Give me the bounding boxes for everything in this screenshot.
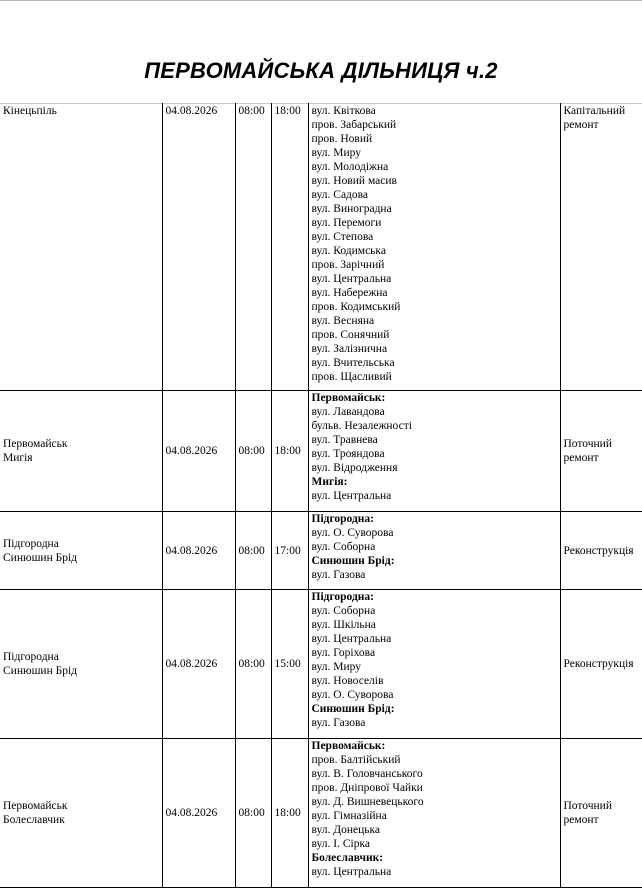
date-cell: 04.08.2026 (162, 104, 235, 391)
locality-heading: Синюшин Брід: (312, 554, 560, 568)
street-name: пров. Новий (312, 132, 560, 146)
locality-heading: Мигія: (312, 475, 560, 489)
street-name: вул. Новий масив (312, 174, 560, 188)
table-row (0, 512, 642, 590)
street-name: вул. Центральна (312, 632, 560, 646)
street-name: вул. Соборна (312, 604, 560, 618)
start-time-cell: 08:00 (235, 590, 271, 739)
street-name: вул. Лавандова (312, 405, 560, 419)
locality-name: Кінецьпіль (3, 104, 162, 118)
start-time-cell: 08:00 (235, 739, 271, 888)
top-rule (0, 0, 642, 1)
street-name: пров. Дніпрової Чайки (312, 781, 560, 795)
locality-heading: Підгородна: (312, 590, 560, 604)
street-name: вул. Виноградна (312, 202, 560, 216)
street-name: вул. Донецька (312, 823, 560, 837)
street-name: вул. В. Головчанського (312, 767, 560, 781)
work-type-label: Реконструкція (564, 544, 642, 558)
locality-heading: Синюшин Брід: (312, 702, 560, 716)
street-name: вул. Набережна (312, 286, 560, 300)
street-name: пров. Щасливий (312, 370, 560, 384)
streets-cell (308, 739, 560, 888)
street-name: вул. Гімназійна (312, 809, 560, 823)
street-name: вул. Соборна (312, 540, 560, 554)
street-name: вул. Квіткова (312, 104, 560, 118)
street-name: бульв. Незалежності (312, 419, 560, 433)
streets-cell (308, 104, 560, 391)
locality-name: Синюшин Брід (3, 664, 162, 678)
street-name: вул. Вчительська (312, 356, 560, 370)
locality-name: Підгородна (3, 537, 162, 551)
streets-cell (308, 391, 560, 512)
table-row (0, 739, 642, 888)
date-cell: 04.08.2026 (162, 590, 235, 739)
locality-name: Болеславчик (3, 813, 162, 827)
streets-cell (308, 590, 560, 739)
street-name: вул. Газова (312, 716, 560, 730)
street-name: пров. Балтійський (312, 753, 560, 767)
locality-name: Мигія (3, 451, 162, 465)
street-name: вул. Залізнична (312, 342, 560, 356)
end-time-cell: 17:00 (271, 512, 308, 590)
locality-heading: Болеславчик: (312, 851, 560, 865)
street-name: вул. Центральна (312, 865, 560, 879)
locality-cell (0, 391, 162, 512)
end-time-cell: 18:00 (271, 391, 308, 512)
street-name: вул. Шкільна (312, 618, 560, 632)
street-name: вул. Відродження (312, 461, 560, 475)
work-type-label: ремонт (564, 118, 642, 132)
street-name: вул. Миру (312, 660, 560, 674)
street-name: вул. Весняна (312, 314, 560, 328)
street-name: вул. Горіхова (312, 646, 560, 660)
street-name: вул. Миру (312, 146, 560, 160)
street-name: вул. Садова (312, 188, 560, 202)
street-name: вул. Степова (312, 230, 560, 244)
locality-heading: Підгородна: (312, 512, 560, 526)
work-type-label: ремонт (564, 451, 642, 465)
locality-cell (0, 512, 162, 590)
street-name: вул. О. Суворова (312, 526, 560, 540)
locality-name: Синюшин Брід (3, 551, 162, 565)
end-time-cell: 18:00 (271, 739, 308, 888)
locality-heading: Первомайськ: (312, 391, 560, 405)
locality-heading: Первомайськ: (312, 739, 560, 753)
street-name: вул. Новоселів (312, 674, 560, 688)
street-name: вул. Молодіжна (312, 160, 560, 174)
street-name: вул. І. Сірка (312, 837, 560, 851)
street-name: вул. Перемоги (312, 216, 560, 230)
end-time-cell: 15:00 (271, 590, 308, 739)
date-cell: 04.08.2026 (162, 391, 235, 512)
street-name: пров. Кодимський (312, 300, 560, 314)
work-type-label: Поточний (564, 437, 642, 451)
table-row (0, 590, 642, 739)
work-type-label: Поточний (564, 799, 642, 813)
work-type-label: ремонт (564, 813, 642, 827)
street-name: пров. Зарічний (312, 258, 560, 272)
work-type-cell (560, 512, 642, 590)
street-name: вул. О. Суворова (312, 688, 560, 702)
end-time-cell: 18:00 (271, 104, 308, 391)
work-type-cell (560, 739, 642, 888)
street-name: вул. Центральна (312, 272, 560, 286)
work-type-cell (560, 590, 642, 739)
table-row (0, 104, 642, 391)
table-row (0, 391, 642, 512)
start-time-cell: 08:00 (235, 512, 271, 590)
locality-name: Підгородна (3, 650, 162, 664)
locality-name: Первомайськ (3, 437, 162, 451)
locality-name: Первомайськ (3, 799, 162, 813)
locality-cell (0, 739, 162, 888)
page-title: ПЕРВОМАЙСЬКА ДІЛЬНИЦЯ ч.2 (0, 58, 642, 84)
date-cell: 04.08.2026 (162, 512, 235, 590)
work-type-label: Реконструкція (564, 657, 642, 671)
streets-cell (308, 512, 560, 590)
start-time-cell: 08:00 (235, 391, 271, 512)
outage-schedule-table (0, 103, 642, 888)
locality-cell (0, 590, 162, 739)
start-time-cell: 08:00 (235, 104, 271, 391)
street-name: вул. Травнева (312, 433, 560, 447)
work-type-cell (560, 391, 642, 512)
work-type-cell (560, 104, 642, 391)
street-name: вул. Трояндова (312, 447, 560, 461)
street-name: вул. Центральна (312, 489, 560, 503)
work-type-label: Капітальний (564, 104, 642, 118)
street-name: вул. Д. Вишневецького (312, 795, 560, 809)
street-name: вул. Кодимська (312, 244, 560, 258)
street-name: пров. Забарський (312, 118, 560, 132)
locality-cell (0, 104, 162, 391)
date-cell: 04.08.2026 (162, 739, 235, 888)
street-name: пров. Сонячний (312, 328, 560, 342)
street-name: вул. Газова (312, 568, 560, 582)
